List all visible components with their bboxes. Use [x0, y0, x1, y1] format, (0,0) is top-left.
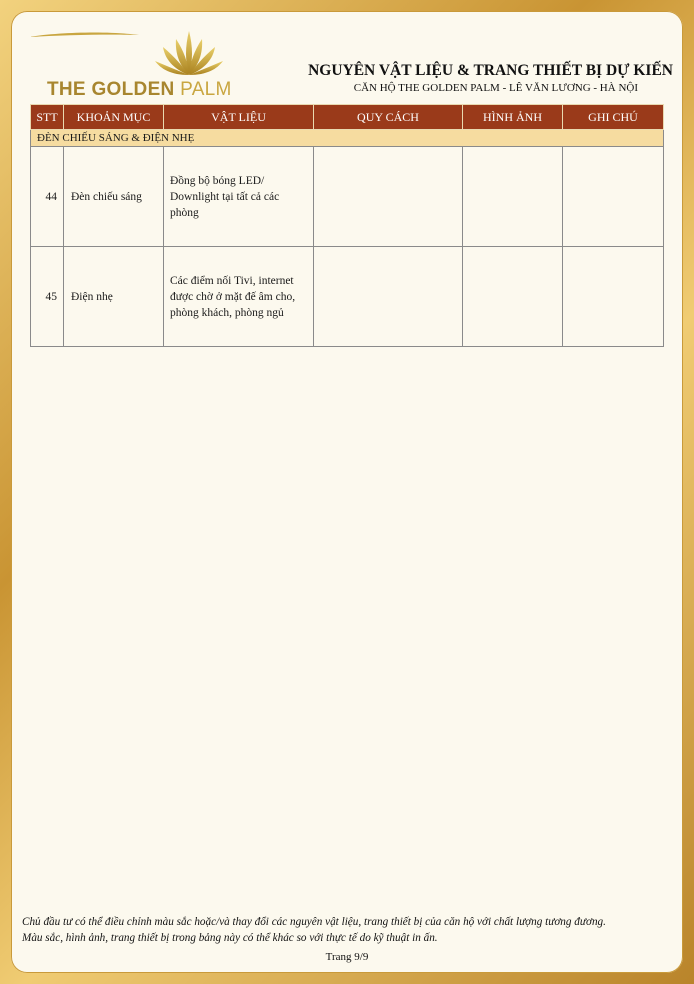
brand-name-bold: THE GOLDEN	[47, 79, 175, 100]
brand-name-light: PALM	[174, 79, 232, 100]
cell-stt: 44	[31, 147, 64, 247]
column-header-category: KHOẢN MỤC	[64, 105, 164, 130]
materials-table	[30, 104, 664, 347]
table-row	[31, 147, 664, 247]
cell-spec	[314, 247, 463, 347]
table-row	[31, 247, 664, 347]
cell-material: Các điểm nối Tivi, internet được chờ ở mặt đế âm cho, phòng khách, phòng ngủ	[164, 247, 314, 347]
table-header-row	[31, 105, 664, 130]
disclaimer-line-1: Chủ đầu tư có thể điều chỉnh màu sắc hoặc/và thay đổi các nguyên vật liệu, trang thiết bị của căn hộ với chất lượng tương đương.	[22, 916, 606, 928]
cell-image	[463, 147, 563, 247]
cell-category: Đèn chiếu sáng	[64, 147, 164, 247]
cell-note	[563, 147, 664, 247]
logo-swoosh	[29, 31, 139, 39]
document-subtitle: CĂN HỘ THE GOLDEN PALM - LÊ VĂN LƯƠNG - HÀ NỘI	[353, 82, 638, 94]
cell-category: Điện nhẹ	[64, 247, 164, 347]
column-header-material: VẬT LIỆU	[164, 105, 314, 130]
brand-name	[47, 79, 232, 101]
column-header-note: GHI CHÚ	[563, 105, 664, 130]
cell-stt: 45	[31, 247, 64, 347]
brand-logo	[29, 31, 232, 109]
section-title: ĐÈN CHIẾU SÁNG & ĐIỆN NHẸ	[31, 130, 664, 147]
disclaimer-line-2: Màu sắc, hình ảnh, trang thiết bị trong bảng này có thể khác so với thực tế do kỹ thuật in ấn.	[22, 932, 438, 944]
section-row	[31, 130, 664, 147]
cell-material: Đồng bộ bóng LED/ Downlight tại tất cả các phòng	[164, 147, 314, 247]
cell-image	[463, 247, 563, 347]
column-header-spec: QUY CÁCH	[314, 105, 463, 130]
disclaimer	[22, 914, 682, 946]
page-number: Trang 9/9	[325, 951, 369, 963]
document-title: NGUYÊN VẬT LIỆU & TRANG THIẾT BỊ DỰ KIẾN	[308, 62, 673, 79]
column-header-stt: STT	[31, 105, 64, 130]
cell-note	[563, 247, 664, 347]
cell-spec	[314, 147, 463, 247]
column-header-image: HÌNH ẢNH	[463, 105, 563, 130]
